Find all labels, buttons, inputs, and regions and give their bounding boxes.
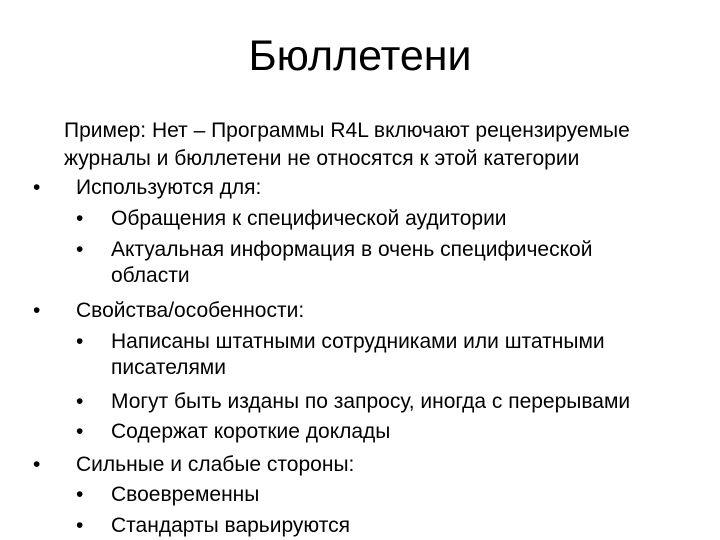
sub-list-item: Актуальная информация в очень специфической: [111, 238, 593, 261]
example-text-line-2: журналы и бюллетени не относятся к этой категории: [64, 147, 580, 170]
sub-list-item: Стандарты варьируются: [111, 514, 350, 537]
example-text-line-1: Пример: Нет – Программы R4L включают рецензируемые: [64, 119, 630, 142]
sub-bullet-icon: •: [76, 330, 84, 353]
sub-list-item-continuation: писателями: [111, 356, 226, 379]
sub-list-item: Написаны штатными сотрудниками или штатными: [111, 330, 605, 353]
list-item-label: Свойства/особенности:: [76, 299, 305, 322]
sub-bullet-icon: •: [76, 207, 84, 230]
sub-bullet-icon: •: [76, 390, 84, 413]
sub-bullet-icon: •: [76, 238, 84, 261]
bullet-icon: •: [33, 299, 41, 322]
list-item-label: Сильные и слабые стороны:: [76, 453, 355, 476]
slide-title: Бюллетени: [248, 32, 472, 80]
bullet-icon: •: [33, 176, 41, 199]
sub-bullet-icon: •: [76, 420, 84, 443]
bullet-icon: •: [33, 453, 41, 476]
sub-list-item-continuation: области: [111, 264, 190, 287]
sub-bullet-icon: •: [76, 514, 84, 537]
sub-list-item: Своевременны: [111, 483, 260, 506]
sub-list-item: Содержат короткие доклады: [111, 420, 391, 443]
sub-bullet-icon: •: [76, 483, 84, 506]
list-item-label: Используются для:: [76, 176, 262, 199]
sub-list-item: Могут быть изданы по запросу, иногда с перерывами: [111, 390, 631, 413]
sub-list-item: Обращения к специфической аудитории: [111, 207, 507, 230]
